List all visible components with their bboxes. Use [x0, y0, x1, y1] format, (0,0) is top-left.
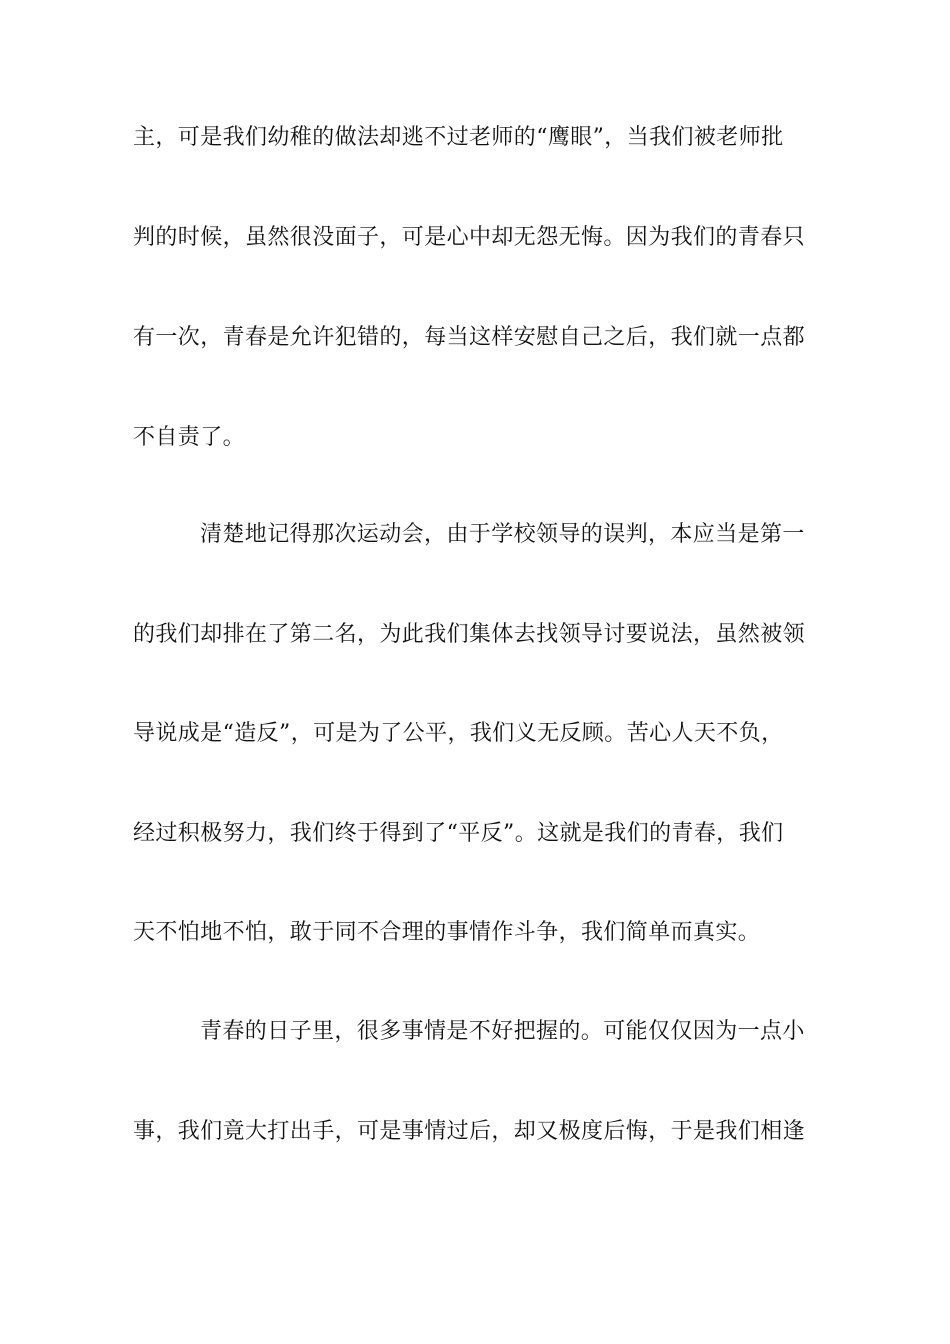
text-line: 经过积极努力，我们终于得到了“平反”。这就是我们的青春，我们: [133, 821, 784, 846]
text-line: 主，可是我们幼稚的做法却逃不过老师的“鹰眼”，当我们被老师批: [133, 125, 784, 150]
text-line: 不自责了。: [133, 425, 246, 450]
text-line: 导说成是“造反”，可是为了公平，我们义无反顾。苦心人天不负，: [133, 721, 784, 746]
paragraph-first-line: 清楚地记得那次运动会，由于学校领导的误判，本应当是第一: [200, 522, 805, 547]
text-line: 天不怕地不怕，敢于同不合理的事情作斗争，我们简单而真实。: [133, 920, 761, 945]
text-line: 的我们却排在了第二名，为此我们集体去找领导讨要说法，虽然被领: [133, 622, 806, 647]
text-line: 有一次，青春是允许犯错的，每当这样安慰自己之后，我们就一点都: [133, 325, 806, 350]
text-line: 事，我们竟大打出手，可是事情过后，却又极度后悔，于是我们相逢: [133, 1119, 806, 1144]
text-line: 判的时候，虽然很没面子，可是心中却无怨无悔。因为我们的青春只: [133, 225, 806, 250]
paragraph-first-line: 青春的日子里，很多事情是不好把握的。可能仅仅因为一点小: [200, 1019, 805, 1044]
